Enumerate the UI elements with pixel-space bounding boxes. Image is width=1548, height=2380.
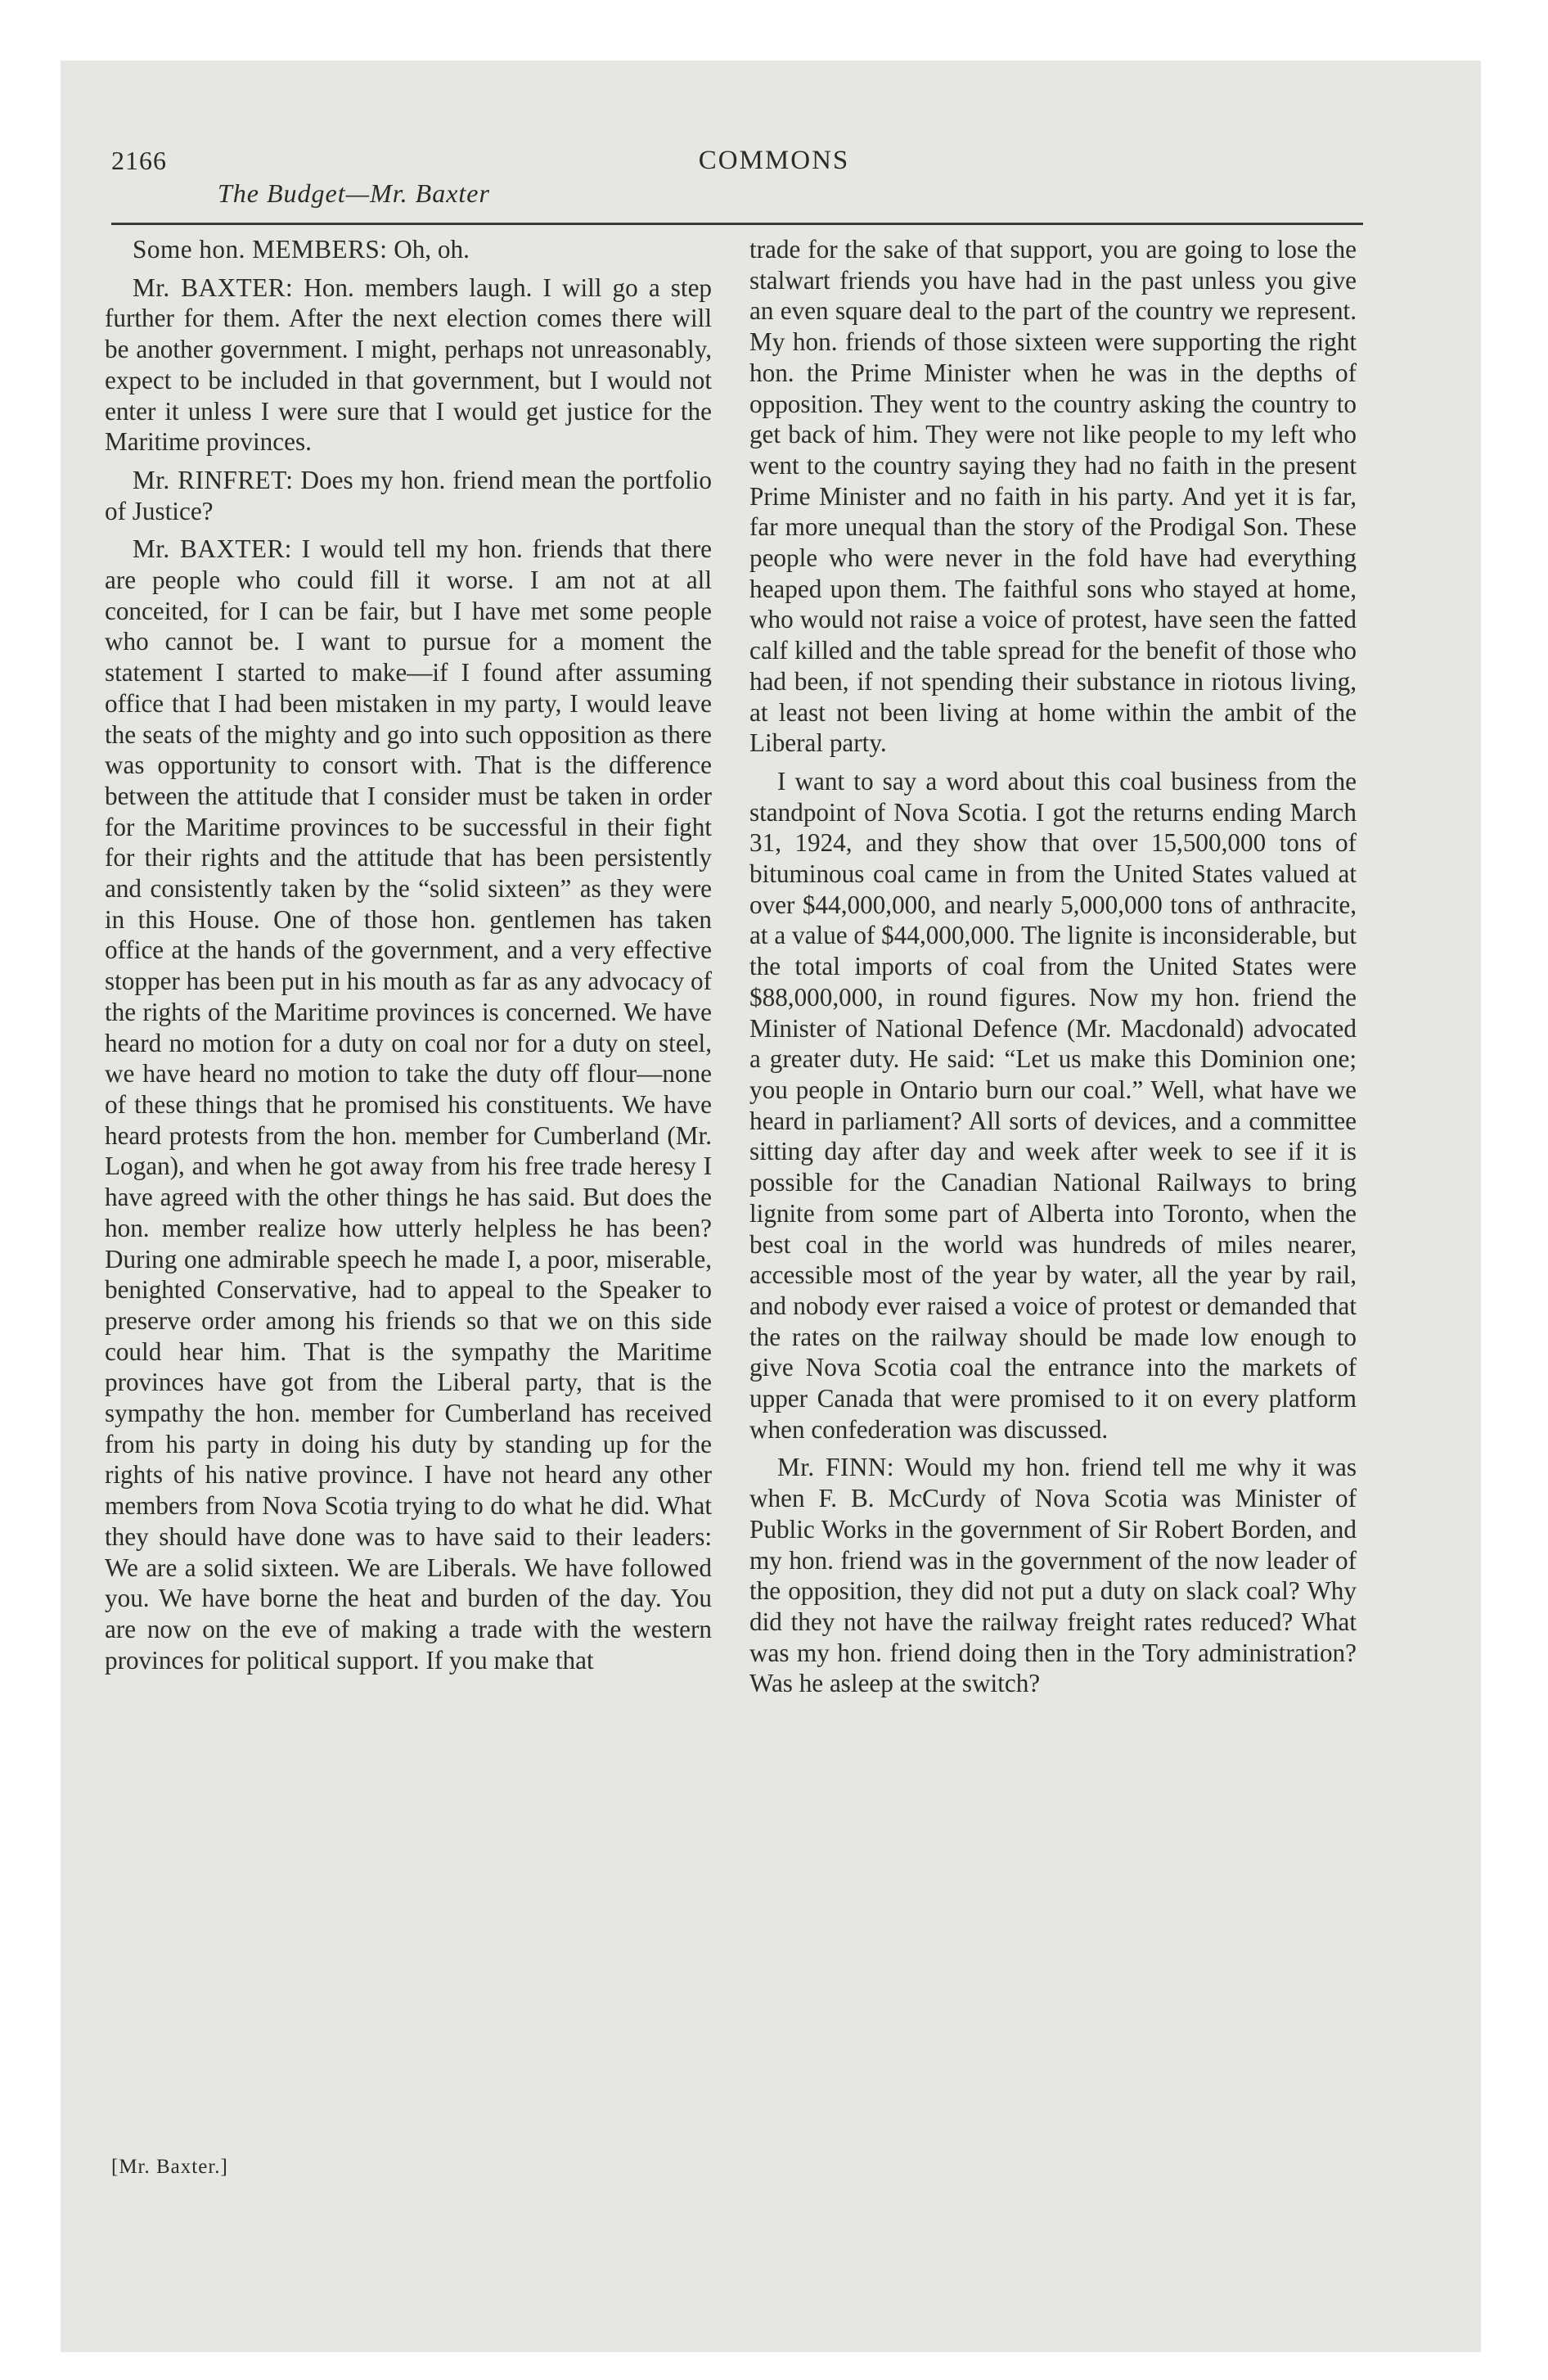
- speaker-name: Some hon. MEMBERS:: [133, 235, 388, 264]
- paragraph-text: I want to say a word about this coal business from the standpoint of Nova Scotia. I got the returns ending March 31, 1924, and they show that over 15,500,000 tons of bituminous coal came in from the United States valued at over $44,000,000, and nearly 5,000,000 tons of anthracite, at a value of $44,000,000. The lignite is inconsiderable, but the total imports of coal from the United States were $88,000,000, in round figures. Now my hon. friend the Minister of National Defence (Mr. Macdonald) advocated a greater duty. He said: “Let us make this Dominion one; you people in Ontario burn our coal.” Well, what have we heard in parliament? All sorts of devices, and a committee sitting day after day and week after week to see if it is possible for the Canadian National Railways to bring lignite from some part of Alberta into Toronto, when the best coal in the world was hundreds of miles nearer, accessible most of the year by water, all the year by rail, and nobody ever raised a voice of protest or demanded that the rates on the railway should be made low enough to give Nova Scotia coal the entrance into the markets of upper Canada that were promised to it on every platform when confederation was discussed.: [749, 766, 1357, 1444]
- paragraph-text: I would tell my hon. friends that there are people who could fill it worse. I am not at all conceited, for I can be fair, but I have met some people who cannot be. I want to pursue for a moment the statement I started to make—if I found after assuming office that I had been mistaken in my party, I would leave the seats of the mighty and go into such opposition as there was opportunity to consort with. That is the difference between the attitude that I consider must be taken in order for the Maritime provinces to be successful in their fight for their rights and the attitude that has been persistently and consistently taken by the “solid sixteen” as they were in this House. One of those hon. gentlemen has taken office at the hands of the government, and a very effective stopper has been put in his mouth as far as any advocacy of the rights of the Maritime provinces is concerned. We have heard no motion for a duty on coal nor for a duty on steel, we have heard no motion to take the duty off flour—none of these things that he promised his constituents. We have heard protests from the hon. member for Cumberland (Mr. Logan), and when he got away from his free trade heresy I have agreed with the other things he has said. But does the hon. member realize how utterly helpless he has been? During one admirable speech he made I, a poor, miserable, benighted Conservative, had to appeal to the Speaker to preserve order among his friends so that we on this side could hear him. That is the sympathy the Maritime provinces have got from the Liberal party, that is the sympathy the hon. member for Cumberland has received from his party in doing his duty by standing up for the rights of his native province. I have not heard any other members from Nova Scotia trying to do what he did. What they should have done was to have said to their leaders: We are a solid sixteen. We are Liberals. We have followed you. We have borne the heat and burden of the day. You are now on the eve of making a trade with the western provinces for political support. If you make that: [105, 534, 712, 1675]
- speaker-footer-tag: [Mr. Baxter.]: [111, 2156, 228, 2178]
- paragraph: [105, 273, 712, 458]
- running-subhead: The Budget—Mr. Baxter: [218, 178, 490, 208]
- paragraph: [105, 234, 712, 265]
- paragraph: [749, 766, 1357, 1445]
- paragraph: [749, 234, 1357, 759]
- paragraph-text: trade for the sake of that support, you are going to lose the stalwart friends you have had in the past unless you give an even square deal to the part of the country we represent. My hon. friends of those sixteen were supporting the right hon. the Prime Minister when he was in the depths of opposition. They went to the country asking the country to get back of him. They were not like people to my left who went to the country saying they had no faith in the present Prime Minister and no faith in his party. And yet it is far, far more unequal than the story of the Prodigal Son. These people who were never in the fold have had everything heaped upon them. The faithful sons who stayed at home, who would not raise a voice of protest, have seen the fatted calf killed and the table spread for the benefit of those who had been, if not spending their substance in riotous living, at least not been living at home within the ambit of the Liberal party.: [749, 235, 1357, 758]
- speaker-name: Mr. BAXTER:: [133, 273, 294, 302]
- speaker-name: Mr. RINFRET:: [133, 465, 294, 494]
- paragraph-text: Hon. members laugh. I will go a step further for them. After the next election comes there will be another government. I might, perhaps not unreasonably, expect to be included in that government, but I would not enter it unless I were sure that I would get justice for the Maritime provinces.: [105, 273, 712, 457]
- paragraph: [749, 1452, 1357, 1699]
- speaker-name: Mr. BAXTER:: [133, 534, 292, 564]
- page-number: 2166: [111, 146, 167, 175]
- paragraph-text: Does my hon. friend mean the portfolio of Justice?: [105, 465, 713, 525]
- right-column: [749, 234, 1357, 1706]
- paragraph-text: Oh, oh.: [394, 235, 470, 264]
- left-column: [105, 234, 712, 1683]
- paragraph: [105, 465, 712, 526]
- header-rule: [111, 223, 1363, 225]
- speaker-name: Mr. FINN:: [777, 1453, 895, 1482]
- paragraph-text: Would my hon. friend tell me why it was when F. B. McCurdy of Nova Scotia was Minister of Public Works in the government of Sir Robert Borden, and my hon. friend was in the government of the now leader of the opposition, they did not put a duty on slack coal? Why did they not have the railway freight rates reduced? What was my hon. friend doing then in the Tory administration? Was he asleep at the switch?: [749, 1453, 1357, 1698]
- running-head: COMMONS: [698, 146, 850, 175]
- paragraph: [105, 534, 712, 1675]
